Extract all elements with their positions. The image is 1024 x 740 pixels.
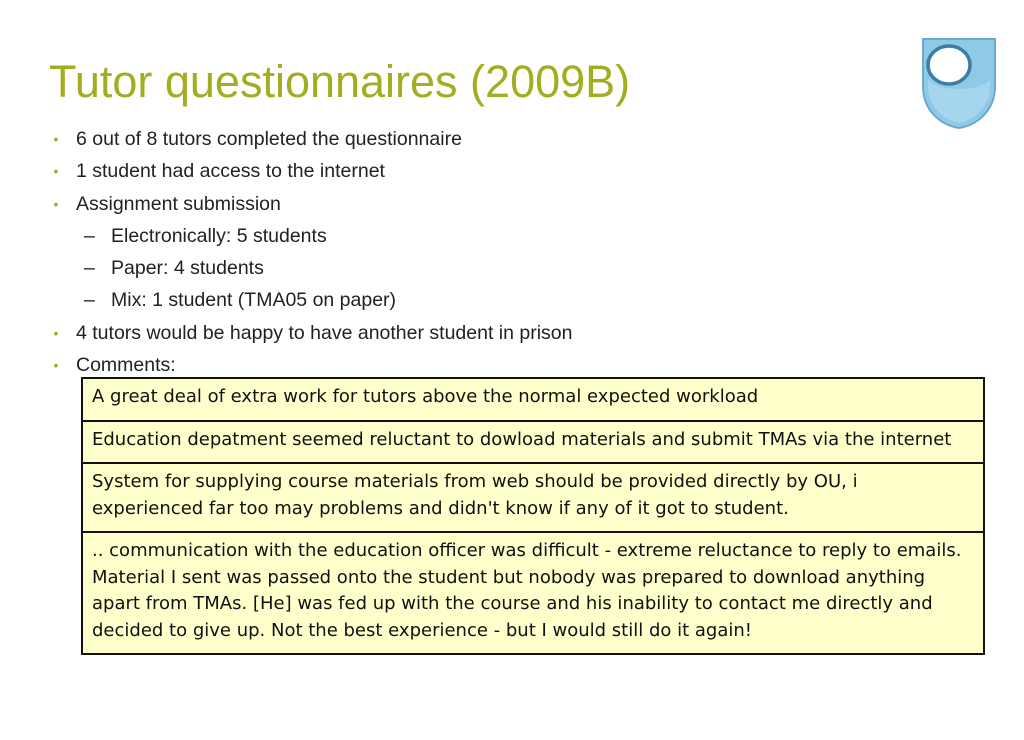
- bullet-text: 1 student had access to the internet: [76, 160, 385, 183]
- bullet-item: [50, 188, 573, 220]
- bullet-item: [50, 123, 573, 155]
- dash-marker: –: [84, 289, 95, 312]
- bullet-text: Comments:: [76, 354, 176, 377]
- bullet-text: Electronically: 5 students: [111, 224, 327, 247]
- slide-title: Tutor questionnaires (2009B): [49, 56, 631, 107]
- table-row: [82, 463, 984, 532]
- dash-marker: –: [84, 257, 95, 280]
- table-row: [82, 532, 984, 654]
- open-university-shield-icon: [918, 36, 1000, 130]
- sub-bullet-item: [50, 284, 573, 316]
- bullet-marker: •: [53, 131, 59, 147]
- bullet-text: Mix: 1 student (TMA05 on paper): [111, 289, 397, 312]
- comment-cell: .. communication with the education officer was difficult - extreme reluctance to reply to emails. Material I sent was passed onto the student but nobody was prepared to download anything apart from TMAs. [He] was fed up with the course and his inability to contact me directly and decided to give up. Not the best experience - but I would still do it again!: [82, 532, 984, 654]
- sub-bullet-item: [50, 252, 573, 284]
- bullet-marker: •: [53, 357, 59, 374]
- bullet-marker: •: [53, 324, 59, 341]
- dash-marker: –: [84, 224, 95, 247]
- bullet-list: [50, 123, 573, 381]
- table-row: [82, 378, 984, 421]
- sub-bullet-item: [50, 220, 573, 252]
- bullet-text: 4 tutors would be happy to have another student in prison: [76, 321, 573, 344]
- bullet-item: [50, 155, 573, 187]
- comment-cell: Education depatment seemed reluctant to dowload materials and submit TMAs via the internet: [82, 421, 984, 464]
- bullet-marker: •: [53, 163, 59, 180]
- bullet-marker: •: [53, 195, 59, 212]
- bullet-item: [50, 317, 573, 349]
- bullet-text: 6 out of 8 tutors completed the questionnaire: [76, 128, 462, 150]
- comment-cell: A great deal of extra work for tutors above the normal expected workload: [82, 378, 984, 421]
- comments-table: [81, 377, 985, 655]
- bullet-text: Assignment submission: [76, 192, 281, 215]
- table-row: [82, 421, 984, 464]
- comment-cell: System for supplying course materials from web should be provided directly by OU, i experienced far too may problems and didn't know if any of it got to student.: [82, 463, 984, 532]
- bullet-text: Paper: 4 students: [111, 257, 264, 280]
